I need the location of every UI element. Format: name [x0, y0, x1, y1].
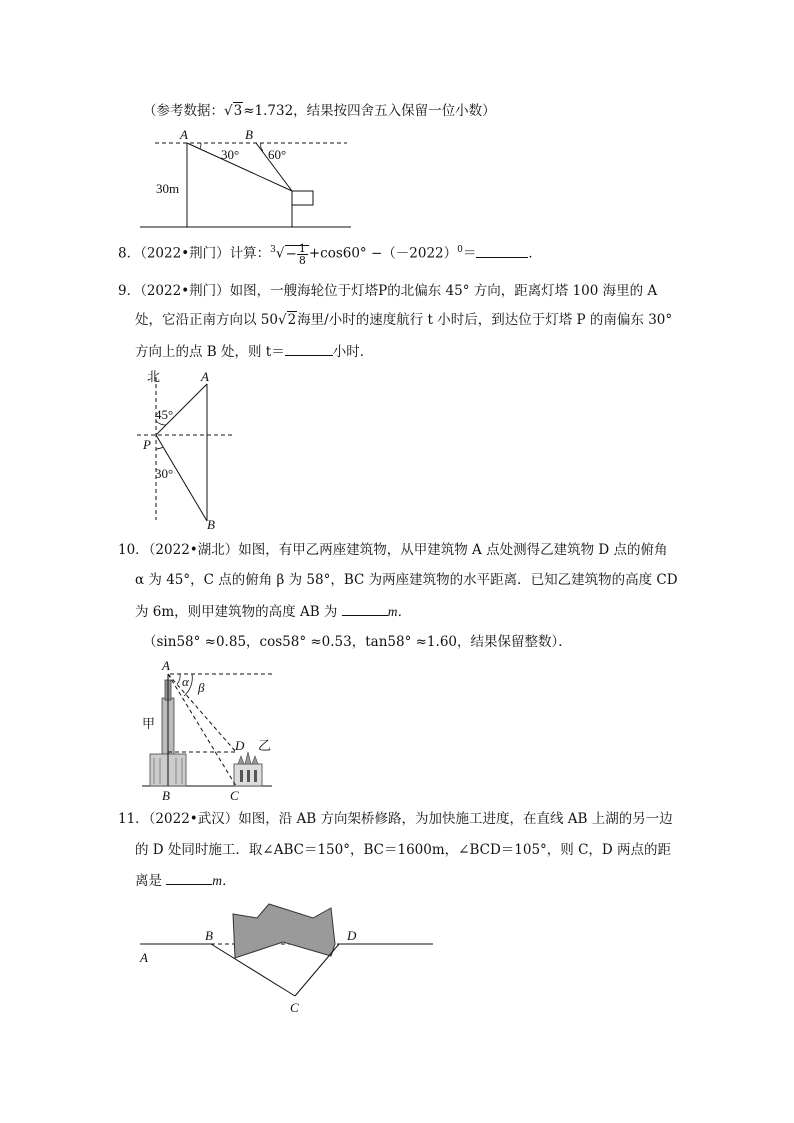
q9-line2-b: 海里/小时的速度航行 t 小时后，到达位于灯塔 P 的南偏东 30° — [297, 312, 673, 328]
q10-label-b: B — [162, 788, 170, 803]
q8-frac-sign: − — [285, 245, 297, 262]
cube-root-symbol: √ — [275, 245, 285, 262]
q9-line-1: 9．（2022•荆门）如图，一艘海轮位于灯塔P的北偏东 45° 方向，距离灯塔 100 海里的 A — [118, 283, 658, 299]
q7-height-label: 30m — [156, 181, 180, 196]
q7-label-a: A — [180, 127, 188, 142]
q10-label-yi: 乙 — [258, 739, 272, 754]
q10-label-jia: 甲 — [142, 717, 156, 732]
q7-angle-30: 30° — [221, 147, 240, 162]
q11-line3-b: m． — [212, 873, 236, 888]
q8-answer-blank[interactable] — [476, 243, 528, 258]
q10-label-alpha: α — [182, 674, 189, 689]
q9-label-p: P — [143, 437, 151, 452]
q8-frac-num: 1 — [298, 241, 306, 255]
q9-label-b: B — [207, 517, 215, 532]
q7-angle-60: 60° — [268, 147, 287, 162]
q7-figure — [135, 125, 360, 233]
q11-label-a: A — [140, 950, 148, 965]
q10-answer-blank[interactable] — [342, 601, 388, 616]
q10-line3-a: 为 6m，则甲建筑物的高度 AB 为 — [135, 604, 342, 620]
q9-angle-30: 30° — [155, 466, 174, 481]
q11-line-1: 11．（2022•武汉）如图，沿 AB 方向架桥修路，为加快施工进度，在直线 AB 上湖的另一边 — [118, 811, 673, 827]
q10-label-d: D — [235, 738, 245, 753]
q10-label-a: A — [162, 658, 170, 673]
q10-line-4: （sin58° ≈0.85，cos58° ≈0.53，tan58° ≈1.60，结果保留整数）． — [143, 634, 572, 650]
q11-lake — [233, 904, 335, 958]
q8-root-index: 3 — [270, 245, 276, 255]
q9-line-2 — [135, 310, 672, 330]
q11-label-d: D — [347, 928, 357, 943]
q8-equals: ＝ — [462, 245, 477, 262]
q8-radicand — [285, 241, 309, 267]
q10-line-2: α 为 45°，C 点的俯角 β 为 58°，BC 为两座建筑物的水平距离．已知乙建筑物的高度 CD — [135, 572, 678, 588]
q11-figure — [135, 900, 440, 1020]
q10-label-c: C — [230, 788, 239, 803]
q9-line-3 — [135, 341, 373, 362]
q8-fraction — [297, 243, 308, 266]
q8-prefix: 8．（2022•荆门）计算： — [118, 245, 271, 262]
q10-figure — [140, 658, 280, 803]
q7-reference-note — [143, 101, 496, 121]
q9-figure — [135, 365, 245, 533]
q8-rest: +cos60° −（－2022） — [308, 245, 458, 262]
q7-reference-prefix: （参考数据： — [143, 103, 224, 119]
q10-building-yi — [234, 752, 262, 786]
q10-building-jia — [150, 674, 186, 786]
sqrt-symbol: √ — [224, 103, 233, 119]
q10-line3-b: m． — [387, 604, 411, 619]
q7-object-box — [292, 191, 313, 205]
q9-label-a: A — [201, 369, 209, 384]
q11-line-2: 的 D 处同时施工．取∠ABC＝150°，BC＝1600m，∠BCD＝105°，则 C，D 两点的距 — [135, 842, 672, 858]
q9-line3-a: 方向上的点 B 处，则 t＝ — [135, 344, 285, 360]
q10-line-1: 10．（2022•湖北）如图，有甲乙两座建筑物，从甲建筑物 A 点处测得乙建筑物 D 点的俯角 — [118, 542, 668, 558]
q11-answer-blank[interactable] — [166, 870, 212, 885]
q8-frac-den: 8 — [298, 253, 306, 267]
q11-line-3 — [135, 870, 236, 891]
q7-label-b: B — [245, 127, 253, 142]
q10-label-beta: β — [198, 680, 205, 695]
q7-reference-suffix: ≈1.732，结果按四舍五入保留一位小数） — [243, 103, 496, 119]
q11-label-b: B — [205, 928, 213, 943]
sqrt-symbol: √ — [277, 312, 287, 328]
q11-label-c: C — [290, 1000, 299, 1015]
q8-end: ． — [528, 245, 542, 262]
q9-north-label: 北 — [147, 369, 161, 384]
q9-angle-45: 45° — [155, 407, 174, 422]
q9-line2-a: 处，它沿正南方向以 50 — [135, 312, 278, 328]
q9-answer-blank[interactable] — [285, 341, 333, 356]
q9-sqrt-arg: 2 — [287, 312, 297, 328]
q9-line3-b: 小时． — [332, 344, 374, 360]
q10-line-3 — [135, 601, 411, 622]
q11-line3-a: 离是 — [135, 873, 167, 889]
q8-exponent: 0 — [457, 245, 463, 255]
q8-question — [118, 240, 542, 266]
q7-sqrt-arg: 3 — [233, 103, 243, 119]
